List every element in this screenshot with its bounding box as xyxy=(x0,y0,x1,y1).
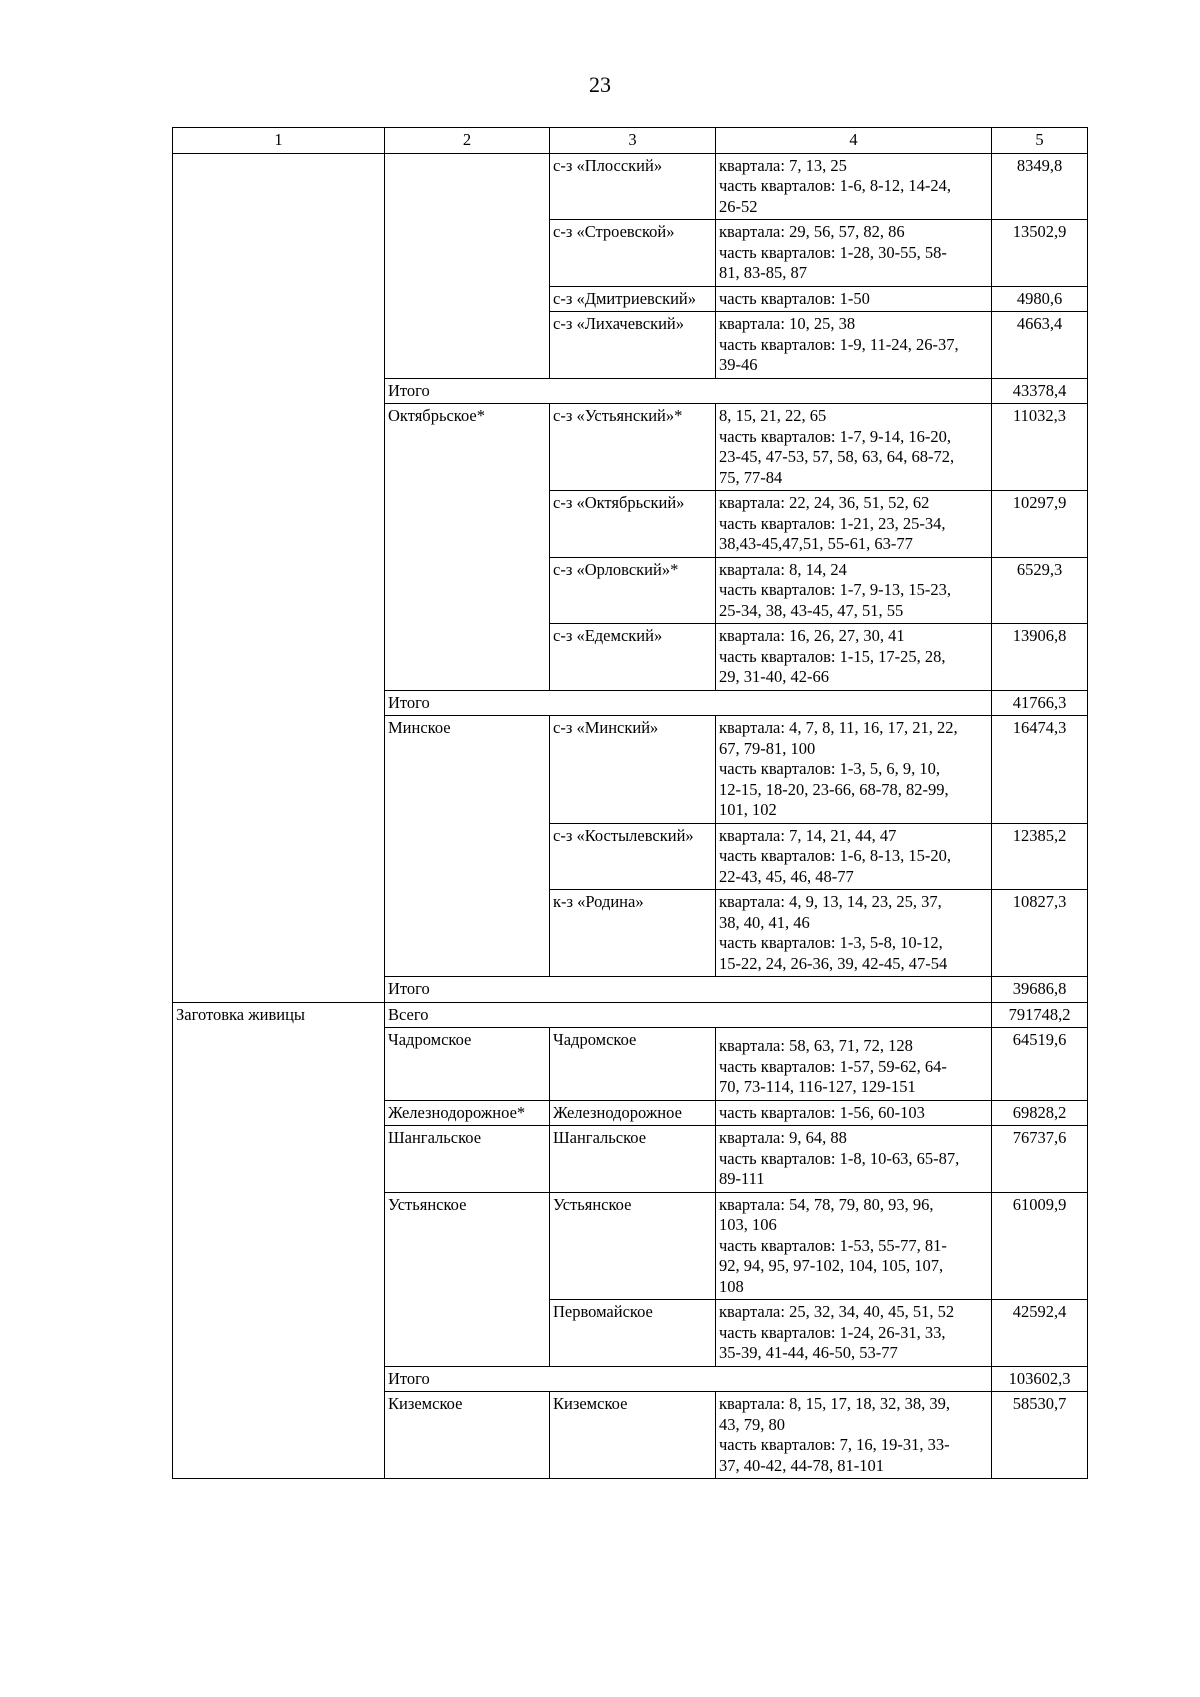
quarters-cell: квартала: 4, 9, 13, 14, 23, 25, 37, 38, 40, 41, 46 часть кварталов: 1-3, 5-8, 10-12, 15-22, 24, 26-36, 39, 42-45, 47-54 xyxy=(716,890,992,977)
quarters-cell: квартала: 7, 14, 21, 44, 47 часть кварталов: 1-6, 8-13, 15-20, 22-43, 45, 46, 48-77 xyxy=(716,823,992,890)
subdistrict-cell: Шангальское xyxy=(550,1126,716,1193)
subdistrict-cell: с-з «Строевской» xyxy=(550,220,716,287)
page-number: 23 xyxy=(589,72,611,97)
total-label: Итого xyxy=(385,1366,992,1392)
subdistrict-cell: Железнодорожное xyxy=(550,1100,716,1126)
total-value: 39686,8 xyxy=(992,977,1088,1003)
total-value: 103602,3 xyxy=(992,1366,1088,1392)
district-cell: Чадромское xyxy=(385,1028,550,1101)
quarters-cell: квартала: 4, 7, 8, 11, 16, 17, 21, 22, 67, 79-81, 100 часть кварталов: 1-3, 5, 6, 9, 10, 12-15, 18-20, 23-66, 68-78, 82-99, 101, 102 xyxy=(716,716,992,824)
total-label: Итого xyxy=(385,378,992,404)
activity-cell xyxy=(173,153,385,1002)
subdistrict-cell: с-з «Орловский»* xyxy=(550,557,716,624)
subdistrict-cell: с-з «Октябрьский» xyxy=(550,491,716,558)
subdistrict-cell: Киземское xyxy=(550,1392,716,1479)
area-cell: 6529,3 xyxy=(992,557,1088,624)
subdistrict-cell: с-з «Минский» xyxy=(550,716,716,824)
area-cell: 61009,9 xyxy=(992,1192,1088,1300)
total-label: Итого xyxy=(385,690,992,716)
subdistrict-cell: с-з «Едемский» xyxy=(550,624,716,691)
header-cell: 1 xyxy=(173,128,385,154)
quarters-cell: 8, 15, 21, 22, 65 часть кварталов: 1-7, 9-14, 16-20, 23-45, 47-53, 57, 58, 63, 64, 68-72, 75, 77-84 xyxy=(716,404,992,491)
area-cell: 64519,6 xyxy=(992,1028,1088,1101)
subdistrict-cell: к-з «Родина» xyxy=(550,890,716,977)
district-cell: Устьянское xyxy=(385,1192,550,1366)
quarters-cell: часть кварталов: 1-50 xyxy=(716,286,992,312)
activity-cell: Заготовка живицы xyxy=(173,1002,385,1479)
quarters-cell: квартала: 9, 64, 88 часть кварталов: 1-8, 10-63, 65-87, 89-111 xyxy=(716,1126,992,1193)
area-cell: 13502,9 xyxy=(992,220,1088,287)
quarters-cell: квартала: 54, 78, 79, 80, 93, 96, 103, 106 часть кварталов: 1-53, 55-77, 81- 92, 94, 95, 97-102, 104, 105, 107, 108 xyxy=(716,1192,992,1300)
quarters-cell: квартала: 8, 15, 17, 18, 32, 38, 39, 43, 79, 80 часть кварталов: 7, 16, 19-31, 33- 37, 40-42, 44-78, 81-101 xyxy=(716,1392,992,1479)
district-cell: Минское xyxy=(385,716,550,977)
area-cell: 10827,3 xyxy=(992,890,1088,977)
district-cell: Октябрьское* xyxy=(385,404,550,691)
subdistrict-cell: Чадромское xyxy=(550,1028,716,1101)
area-cell: 76737,6 xyxy=(992,1126,1088,1193)
quarters-cell: квартала: 16, 26, 27, 30, 41 часть кварталов: 1-15, 17-25, 28, 29, 31-40, 42-66 xyxy=(716,624,992,691)
quarters-cell: часть кварталов: 1-56, 60-103 xyxy=(716,1100,992,1126)
total-value: 41766,3 xyxy=(992,690,1088,716)
header-cell: 4 xyxy=(716,128,992,154)
grand-total-value: 791748,2 xyxy=(992,1002,1088,1028)
subdistrict-cell: с-з «Дмитриевский» xyxy=(550,286,716,312)
area-cell: 4980,6 xyxy=(992,286,1088,312)
area-cell: 10297,9 xyxy=(992,491,1088,558)
area-cell: 69828,2 xyxy=(992,1100,1088,1126)
quarters-cell: квартала: 29, 56, 57, 82, 86 часть кварталов: 1-28, 30-55, 58- 81, 83-85, 87 xyxy=(716,220,992,287)
area-cell: 12385,2 xyxy=(992,823,1088,890)
table-row xyxy=(173,153,1088,220)
district-cell: Киземское xyxy=(385,1392,550,1479)
header-cell: 2 xyxy=(385,128,550,154)
total-value: 43378,4 xyxy=(992,378,1088,404)
grand-total-label: Всего xyxy=(385,1002,992,1028)
subdistrict-cell: с-з «Устьянский»* xyxy=(550,404,716,491)
area-cell: 4663,4 xyxy=(992,312,1088,379)
forest-areas-table xyxy=(172,127,1088,1479)
area-cell: 11032,3 xyxy=(992,404,1088,491)
area-cell: 13906,8 xyxy=(992,624,1088,691)
total-label: Итого xyxy=(385,977,992,1003)
area-cell: 16474,3 xyxy=(992,716,1088,824)
district-cell: Железнодорожное* xyxy=(385,1100,550,1126)
subdistrict-cell: Первомайское xyxy=(550,1300,716,1367)
district-cell xyxy=(385,153,550,378)
area-cell: 8349,8 xyxy=(992,153,1088,220)
quarters-cell: квартала: 7, 13, 25 часть кварталов: 1-6, 8-12, 14-24, 26-52 xyxy=(716,153,992,220)
subdistrict-cell: с-з «Костылевский» xyxy=(550,823,716,890)
quarters-cell: квартала: 25, 32, 34, 40, 45, 51, 52 часть кварталов: 1-24, 26-31, 33, 35-39, 41-44, 46-50, 53-77 xyxy=(716,1300,992,1367)
area-cell: 42592,4 xyxy=(992,1300,1088,1367)
grand-total-row xyxy=(173,1002,1088,1028)
quarters-cell: квартала: 10, 25, 38 часть кварталов: 1-9, 11-24, 26-37, 39-46 xyxy=(716,312,992,379)
header-cell: 5 xyxy=(992,128,1088,154)
quarters-cell: квартала: 8, 14, 24 часть кварталов: 1-7, 9-13, 15-23, 25-34, 38, 43-45, 47, 51, 55 xyxy=(716,557,992,624)
quarters-cell: квартала: 58, 63, 71, 72, 128 часть кварталов: 1-57, 59-62, 64- 70, 73-114, 116-127, 129-151 xyxy=(716,1028,992,1101)
subdistrict-cell: с-з «Лихачевский» xyxy=(550,312,716,379)
header-cell: 3 xyxy=(550,128,716,154)
header-row xyxy=(173,128,1088,154)
subdistrict-cell: с-з «Плосский» xyxy=(550,153,716,220)
subdistrict-cell: Устьянское xyxy=(550,1192,716,1300)
area-cell: 58530,7 xyxy=(992,1392,1088,1479)
district-cell: Шангальское xyxy=(385,1126,550,1193)
quarters-cell: квартала: 22, 24, 36, 51, 52, 62 часть кварталов: 1-21, 23, 25-34, 38,43-45,47,51, 55-61, 63-77 xyxy=(716,491,992,558)
